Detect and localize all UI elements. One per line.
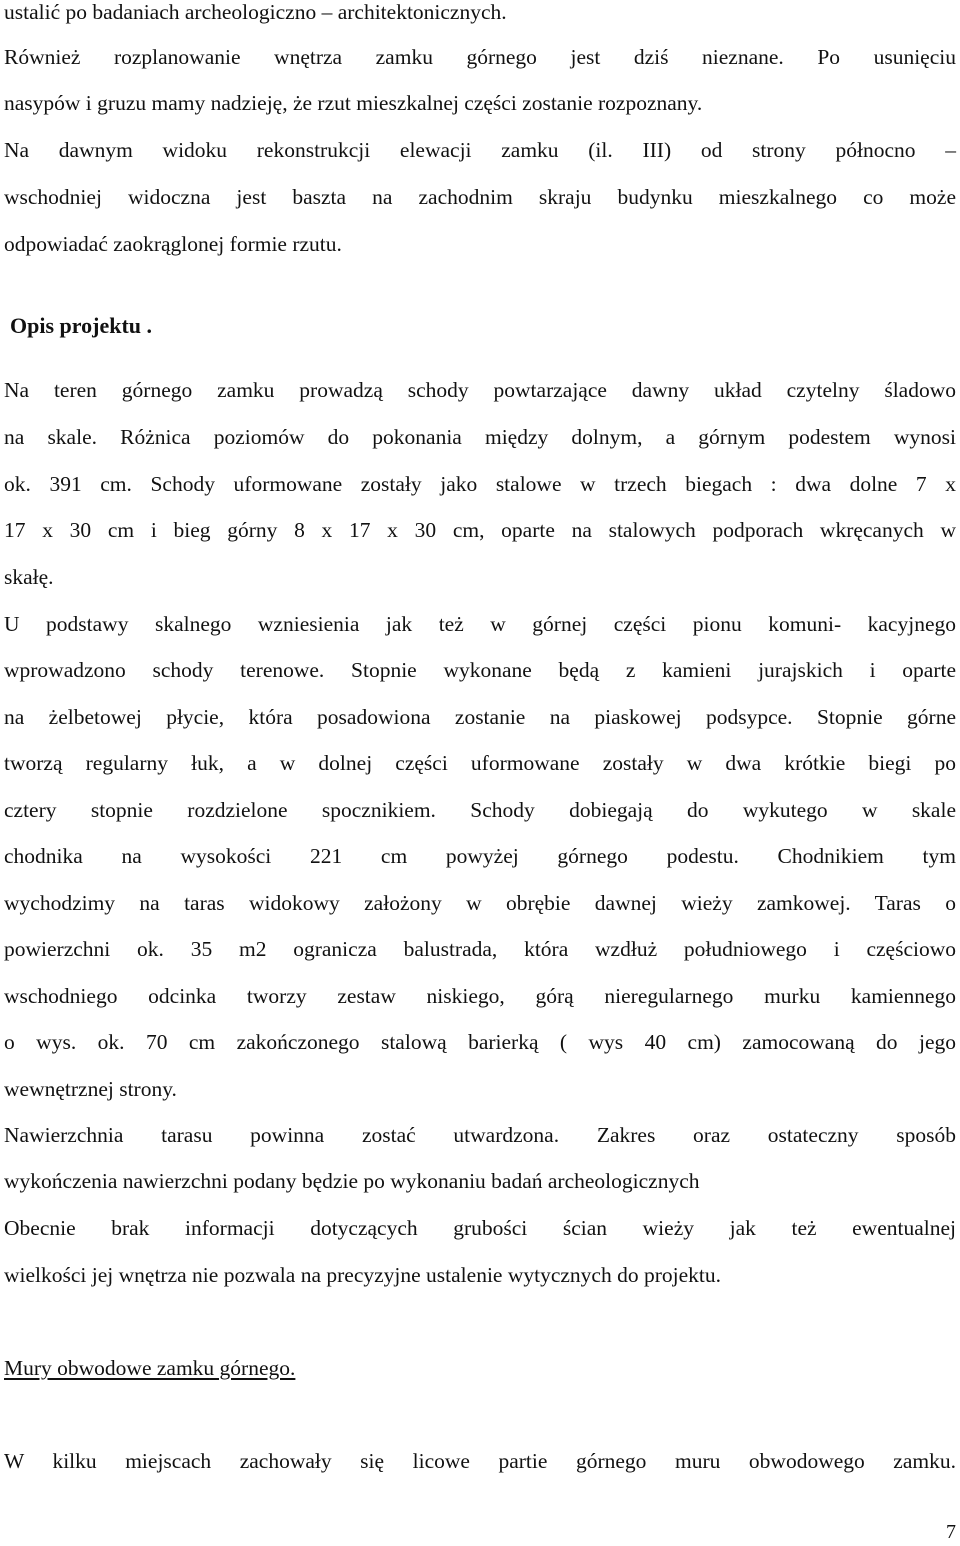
text-line: Nawierzchnia tarasu powinna zostać utwardzona. Zakres oraz ostateczny sposób: [4, 1123, 956, 1147]
text-line: wielkości jej wnętrza nie pozwala na precyzyjne ustalenie wytycznych do projektu.: [4, 1263, 721, 1287]
text-line: o wys. ok. 70 cm zakończonego stalową barierką ( wys 40 cm) zamocowaną do jego: [4, 1030, 956, 1054]
text-line: skałę.: [4, 565, 54, 589]
text-line: U podstawy skalnego wzniesienia jak też w górnej części pionu komuni- kacyjnego: [4, 612, 956, 636]
text-line: nasypów i gruzu mamy nadzieję, że rzut mieszkalnej części zostanie rozpoznany.: [4, 91, 703, 115]
text-line: wewnętrznej strony.: [4, 1077, 177, 1101]
text-line: Na teren górnego zamku prowadzą schody powtarzające dawny układ czytelny śladowo: [4, 378, 956, 402]
text-line: wschodniej widoczna jest baszta na zachodnim skraju budynku mieszkalnego co może: [4, 185, 956, 209]
text-line: wykończenia nawierzchni podany będzie po wykonaniu badań archeologicznych: [4, 1169, 700, 1193]
text-line: wprowadzono schody terenowe. Stopnie wykonane będą z kamieni jurajskich i oparte: [4, 658, 956, 682]
text-line: powierzchni ok. 35 m2 ogranicza balustrada, która wzdłuż południowego i częściowo: [4, 937, 956, 961]
text-line: odpowiadać zaokrąglonej formie rzutu.: [4, 232, 342, 256]
page-number: 7: [946, 1521, 956, 1543]
text-line: na skale. Różnica poziomów do pokonania między dolnym, a górnym podestem wynosi: [4, 425, 956, 449]
text-line: chodnika na wysokości 221 cm powyżej górnego podestu. Chodnikiem tym: [4, 844, 956, 868]
text-line: Na dawnym widoku rekonstrukcji elewacji zamku (il. III) od strony północno –: [4, 138, 956, 162]
text-line: Również rozplanowanie wnętrza zamku górnego jest dziś nieznane. Po usunięciu: [4, 45, 956, 69]
text-line: wychodzimy na taras widokowy założony w obrębie dawnej wieży zamkowej. Taras o: [4, 891, 956, 915]
section-heading-underlined: Mury obwodowe zamku górnego.: [4, 1356, 296, 1380]
text-line: cztery stopnie rozdzielone spocznikiem. Schody dobiegają do wykutego w skale: [4, 798, 956, 822]
text-line: tworzą regularny łuk, a w dolnej części uformowane zostały w dwa krótkie biegi po: [4, 751, 956, 775]
text-line: W kilku miejscach zachowały się licowe partie górnego muru obwodowego zamku.: [4, 1449, 956, 1473]
text-line: ok. 391 cm. Schody uformowane zostały jako stalowe w trzech biegach : dwa dolne 7 x: [4, 472, 956, 496]
text-line: 17 x 30 cm i bieg górny 8 x 17 x 30 cm, oparte na stalowych podporach wkręcanych w: [4, 518, 956, 542]
text-line: ustalić po badaniach archeologiczno – architektonicznych.: [4, 0, 507, 24]
text-line: na żelbetowej płycie, która posadowiona zostanie na piaskowej podsypce. Stopnie górne: [4, 705, 956, 729]
text-line: Obecnie brak informacji dotyczących grubości ścian wieży jak też ewentualnej: [4, 1216, 956, 1240]
section-heading: Opis projektu .: [10, 313, 153, 338]
text-line: wschodniego odcinka tworzy zestaw niskiego, górą nieregularnego murku kamiennego: [4, 984, 956, 1008]
